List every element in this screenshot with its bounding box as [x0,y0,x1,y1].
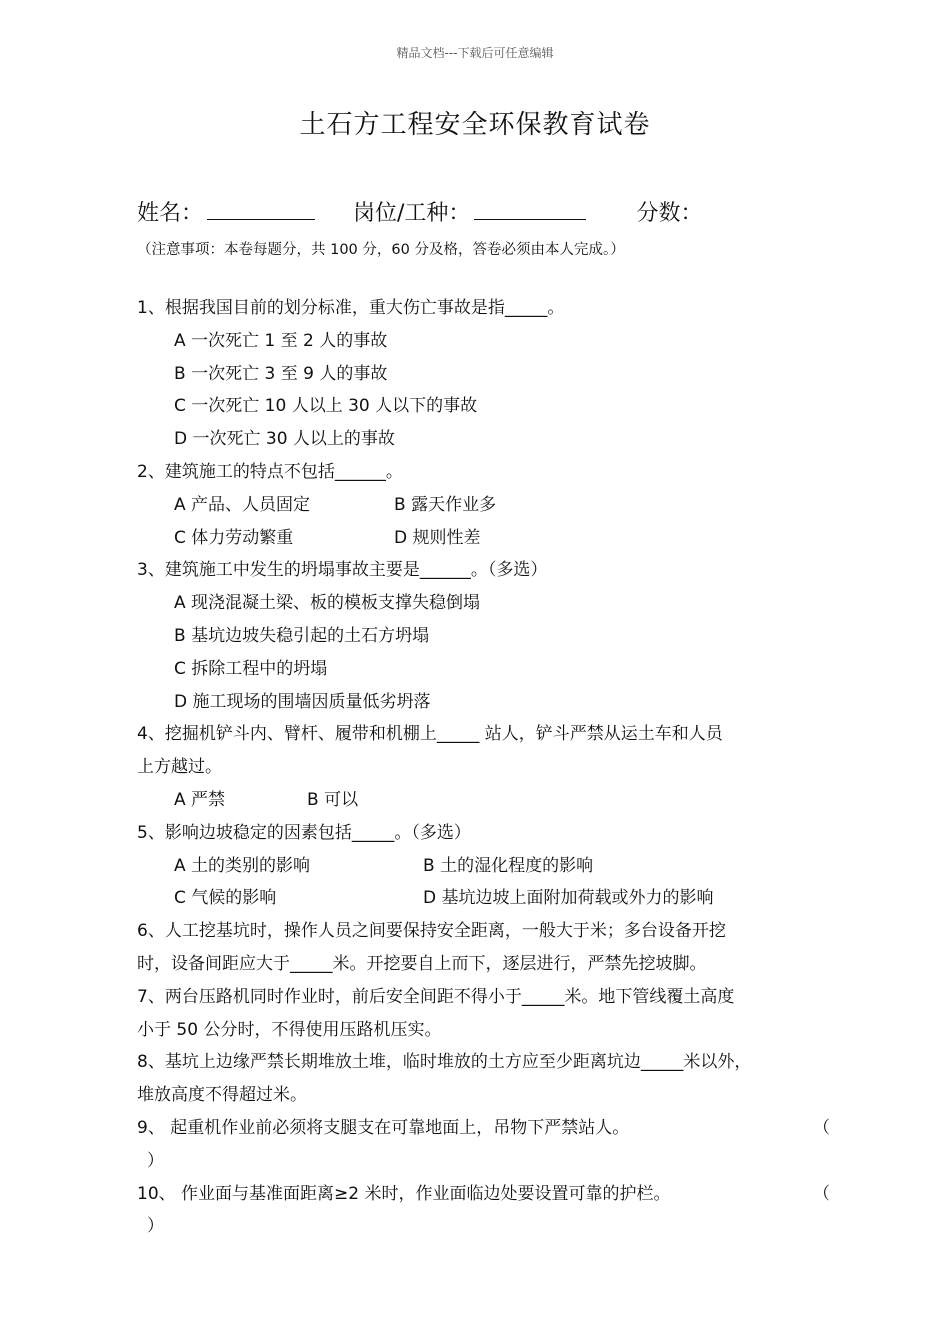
question-6-line-2: 时，设备间距应大于_____米。开挖要自上而下，逐层进行，严禁先挖坡脚。 [137,953,707,974]
question-1-option-d: D 一次死亡 30 人以上的事故 [174,429,395,450]
question-1-option-a: A 一次死亡 1 至 2 人的事故 [174,330,388,351]
question-8-line-1: 8、基坑上边缘严禁长期堆放土堆，临时堆放的土方应至少距离坑边_____米以外， [137,1052,752,1073]
question-5: 5、影响边坡稳定的因素包括_____。（多选） [137,822,471,843]
question-4-option-b: B 可以 [307,789,359,810]
question-1-option-b: B 一次死亡 3 至 9 人的事故 [174,363,388,384]
question-5-options-row-1 [137,850,830,883]
question-10-paren-open: （ [813,1183,830,1204]
question-6-line-1: 6、人工挖基坑时，操作人员之间要保持安全距离，一般大于米；多台设备开挖 [137,921,726,942]
question-10-text: 10、 作业面与基准面距离≥2 米时，作业面临边处要设置可靠的护栏。 [137,1183,671,1204]
question-3-option-d: D 施工现场的围墙因质量低劣坍落 [174,691,431,712]
notice: （注意事项：本卷每题分，共 100 分，60 分及格，答卷必须由本人完成。） [137,242,625,258]
question-1-option-c: C 一次死亡 10 人以上 30 人以下的事故 [174,396,478,417]
post-label: 岗位/工种： [353,201,471,226]
question-2-option-d: D 规则性差 [394,527,481,548]
question-7-line-1: 7、两台压路机同时作业时，前后安全间距不得小于_____米。地下管线覆土高度 [137,986,735,1007]
question-9 [137,1112,830,1145]
question-8-line-2: 堆放高度不得超过米。 [137,1085,307,1106]
question-4-line-1: 4、挖掘机铲斗内、臂杆、履带和机棚上_____ 站人，铲斗严禁从运土车和人员 [137,724,723,745]
question-5-option-d: D 基坑边坡上面附加荷载或外力的影响 [423,888,714,909]
question-2: 2、建筑施工的特点不包括______。 [137,461,403,482]
question-10 [137,1178,830,1211]
question-4-option-a: A 严禁 [174,789,226,810]
info-row [137,196,870,227]
question-1: 1、根据我国目前的划分标准，重大伤亡事故是指_____。 [137,298,565,318]
question-5-options-row-2 [137,882,830,915]
question-3: 3、建筑施工中发生的坍塌事故主要是______。（多选） [137,560,548,581]
question-9-paren-open: （ [813,1117,830,1138]
name-blank [207,197,315,220]
question-3-option-b: B 基坑边坡失稳引起的土石方坍塌 [174,625,430,646]
header-note: 精品文档---下载后可任意编辑 [396,46,554,60]
page-title: 土石方工程安全环保教育试卷 [299,110,651,140]
question-2-options-row-2 [137,522,830,555]
question-5-option-c: C 气候的影响 [174,888,277,909]
question-2-options-row-1 [137,489,830,522]
question-5-option-b: B 土的湿化程度的影响 [423,855,594,876]
question-9-text: 9、 起重机作业前必须将支腿支在可靠地面上，吊物下严禁站人。 [137,1117,630,1138]
question-10-paren-close: ） [147,1216,164,1237]
question-4-options [137,784,830,817]
question-list [137,292,830,1243]
question-2-option-b: B 露天作业多 [394,494,497,515]
name-label: 姓名： [137,201,204,226]
post-blank [474,197,586,220]
question-9-paren-close: ） [147,1150,164,1171]
question-3-option-c: C 拆除工程中的坍塌 [174,658,328,679]
score-label: 分数： [636,201,703,226]
question-3-option-a: A 现浇混凝土梁、板的模板支撑失稳倒塌 [174,593,481,614]
question-5-option-a: A 土的类别的影响 [174,855,311,876]
question-4-line-2: 上方越过。 [137,757,222,778]
question-2-option-c: C 体力劳动繁重 [174,527,294,548]
question-7-line-2: 小于 50 公分时，不得使用压路机压实。 [137,1019,442,1040]
question-2-option-a: A 产品、人员固定 [174,494,311,515]
